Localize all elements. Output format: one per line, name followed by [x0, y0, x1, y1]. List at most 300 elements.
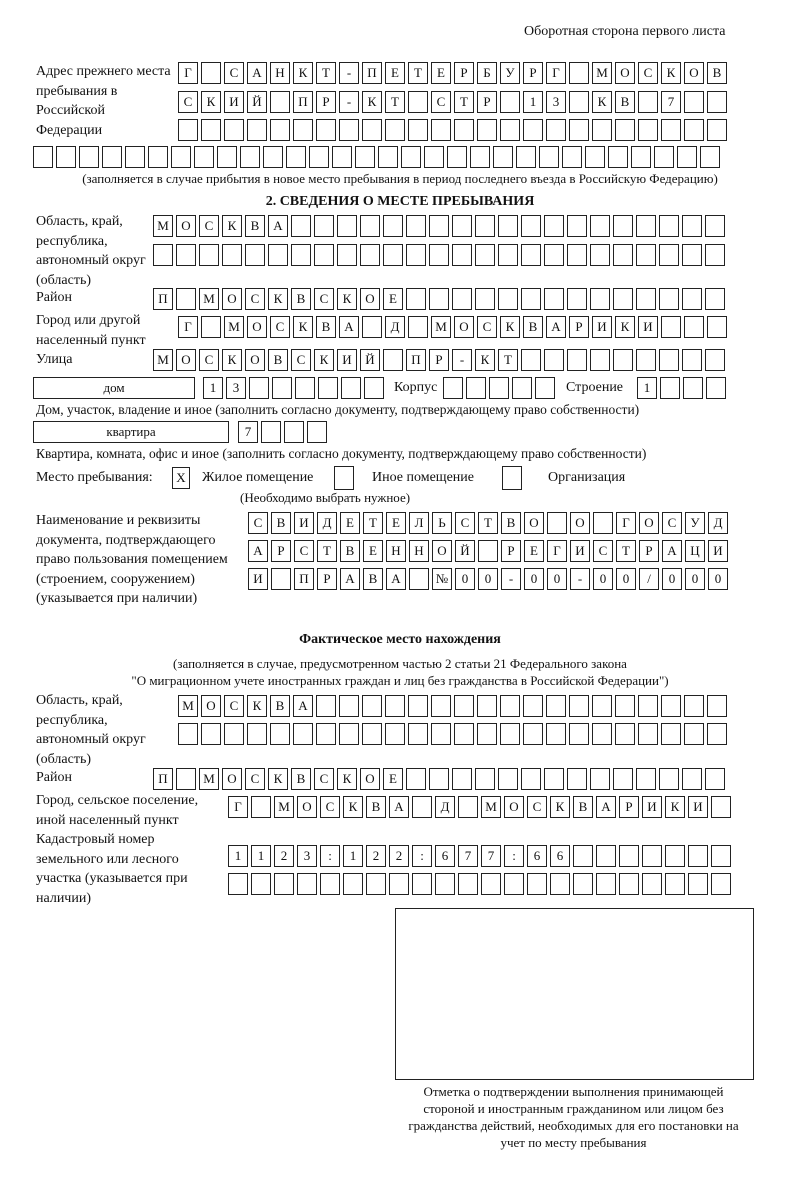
char-box[interactable]	[659, 768, 679, 790]
char-box[interactable]: И	[688, 796, 708, 818]
char-box[interactable]: Н	[409, 540, 429, 562]
char-box[interactable]: П	[293, 91, 313, 113]
char-box[interactable]: И	[642, 796, 662, 818]
char-box[interactable]: О	[247, 316, 267, 338]
char-box[interactable]	[585, 146, 605, 168]
char-box[interactable]: :	[412, 845, 432, 867]
actual-region-row-2[interactable]	[178, 723, 730, 745]
actual-region-row-1[interactable]	[178, 695, 730, 717]
char-box[interactable]	[261, 421, 281, 443]
char-box[interactable]: С	[245, 768, 265, 790]
char-box[interactable]: К	[592, 91, 612, 113]
char-box[interactable]	[705, 288, 725, 310]
char-box[interactable]	[470, 146, 490, 168]
char-box[interactable]: С	[431, 91, 451, 113]
char-box[interactable]	[245, 244, 265, 266]
char-box[interactable]: М	[199, 288, 219, 310]
char-box[interactable]	[619, 873, 639, 895]
char-box[interactable]: 0	[524, 568, 544, 590]
char-box[interactable]: М	[224, 316, 244, 338]
char-box[interactable]: И	[294, 512, 314, 534]
char-box[interactable]	[636, 288, 656, 310]
char-box[interactable]: О	[524, 512, 544, 534]
char-box[interactable]: -	[501, 568, 521, 590]
char-box[interactable]: Т	[408, 62, 428, 84]
char-box[interactable]	[661, 695, 681, 717]
char-box[interactable]	[636, 349, 656, 371]
char-box[interactable]	[590, 349, 610, 371]
char-box[interactable]	[240, 146, 260, 168]
char-box[interactable]	[431, 119, 451, 141]
char-box[interactable]	[272, 377, 292, 399]
char-box[interactable]: М	[431, 316, 451, 338]
house-number-row[interactable]	[203, 377, 387, 399]
char-box[interactable]: 7	[661, 91, 681, 113]
char-box[interactable]	[684, 316, 704, 338]
char-box[interactable]: Т	[317, 540, 337, 562]
char-box[interactable]: Б	[477, 62, 497, 84]
char-box[interactable]: И	[638, 316, 658, 338]
char-box[interactable]: К	[615, 316, 635, 338]
char-box[interactable]	[148, 146, 168, 168]
char-box[interactable]	[677, 146, 697, 168]
char-box[interactable]	[454, 695, 474, 717]
char-box[interactable]: И	[708, 540, 728, 562]
char-box[interactable]	[274, 873, 294, 895]
char-box[interactable]: 2	[366, 845, 386, 867]
char-box[interactable]: О	[360, 768, 380, 790]
char-box[interactable]	[590, 215, 610, 237]
char-box[interactable]	[412, 796, 432, 818]
stay-checkbox-other[interactable]	[334, 466, 354, 490]
char-box[interactable]: -	[339, 91, 359, 113]
char-box[interactable]	[408, 119, 428, 141]
char-box[interactable]	[383, 244, 403, 266]
char-box[interactable]: К	[550, 796, 570, 818]
char-box[interactable]	[314, 244, 334, 266]
char-box[interactable]	[383, 215, 403, 237]
char-box[interactable]	[659, 288, 679, 310]
char-box[interactable]: Н	[386, 540, 406, 562]
char-box[interactable]	[592, 695, 612, 717]
char-box[interactable]	[320, 873, 340, 895]
char-box[interactable]	[341, 377, 361, 399]
char-box[interactable]	[412, 873, 432, 895]
char-box[interactable]	[615, 119, 635, 141]
char-box[interactable]	[512, 377, 532, 399]
char-box[interactable]	[383, 349, 403, 371]
char-box[interactable]: П	[406, 349, 426, 371]
char-box[interactable]	[573, 845, 593, 867]
char-box[interactable]	[293, 119, 313, 141]
char-box[interactable]: С	[638, 62, 658, 84]
char-box[interactable]	[176, 244, 196, 266]
char-box[interactable]	[378, 146, 398, 168]
char-box[interactable]: И	[224, 91, 244, 113]
char-box[interactable]	[385, 119, 405, 141]
char-box[interactable]	[567, 768, 587, 790]
char-box[interactable]	[590, 768, 610, 790]
char-box[interactable]: И	[592, 316, 612, 338]
char-box[interactable]	[385, 695, 405, 717]
char-box[interactable]: А	[268, 215, 288, 237]
char-box[interactable]: С	[477, 316, 497, 338]
char-box[interactable]	[569, 695, 589, 717]
char-box[interactable]	[521, 244, 541, 266]
char-box[interactable]	[224, 723, 244, 745]
char-box[interactable]	[711, 796, 731, 818]
char-box[interactable]: О	[432, 540, 452, 562]
district-row[interactable]	[153, 288, 728, 310]
char-box[interactable]	[521, 349, 541, 371]
char-box[interactable]	[613, 244, 633, 266]
char-box[interactable]: Т	[498, 349, 518, 371]
char-box[interactable]: К	[268, 288, 288, 310]
char-box[interactable]	[593, 512, 613, 534]
char-box[interactable]: 1	[343, 845, 363, 867]
char-box[interactable]	[424, 146, 444, 168]
char-box[interactable]: А	[386, 568, 406, 590]
char-box[interactable]	[284, 421, 304, 443]
char-box[interactable]	[435, 873, 455, 895]
char-box[interactable]: Г	[547, 540, 567, 562]
char-box[interactable]: В	[291, 288, 311, 310]
document-row-1[interactable]	[248, 512, 731, 534]
char-box[interactable]	[429, 215, 449, 237]
char-box[interactable]	[443, 377, 463, 399]
char-box[interactable]: С	[248, 512, 268, 534]
char-box[interactable]	[366, 873, 386, 895]
char-box[interactable]: Г	[546, 62, 566, 84]
char-box[interactable]: 3	[297, 845, 317, 867]
char-box[interactable]	[178, 723, 198, 745]
char-box[interactable]	[251, 796, 271, 818]
char-box[interactable]	[550, 873, 570, 895]
char-box[interactable]	[478, 540, 498, 562]
char-box[interactable]: Т	[363, 512, 383, 534]
char-box[interactable]	[362, 695, 382, 717]
char-box[interactable]: 1	[523, 91, 543, 113]
char-box[interactable]: О	[504, 796, 524, 818]
char-box[interactable]: 6	[550, 845, 570, 867]
char-box[interactable]: Т	[454, 91, 474, 113]
char-box[interactable]	[569, 119, 589, 141]
char-box[interactable]: С	[199, 349, 219, 371]
char-box[interactable]	[521, 768, 541, 790]
char-box[interactable]	[636, 244, 656, 266]
char-box[interactable]	[475, 215, 495, 237]
char-box[interactable]: К	[362, 91, 382, 113]
char-box[interactable]	[546, 695, 566, 717]
char-box[interactable]	[498, 244, 518, 266]
char-box[interactable]	[546, 119, 566, 141]
char-box[interactable]: М	[274, 796, 294, 818]
char-box[interactable]	[613, 768, 633, 790]
char-box[interactable]	[56, 146, 76, 168]
city-row[interactable]	[178, 316, 730, 338]
char-box[interactable]: О	[245, 349, 265, 371]
char-box[interactable]: К	[500, 316, 520, 338]
char-box[interactable]	[360, 215, 380, 237]
char-box[interactable]: Р	[454, 62, 474, 84]
char-box[interactable]	[201, 316, 221, 338]
street-row[interactable]	[153, 349, 728, 371]
char-box[interactable]: Р	[501, 540, 521, 562]
char-box[interactable]: С	[224, 62, 244, 84]
char-box[interactable]	[682, 215, 702, 237]
char-box[interactable]	[547, 512, 567, 534]
char-box[interactable]	[659, 215, 679, 237]
char-box[interactable]	[408, 723, 428, 745]
char-box[interactable]	[178, 119, 198, 141]
char-box[interactable]	[665, 873, 685, 895]
char-box[interactable]	[638, 119, 658, 141]
char-box[interactable]: М	[178, 695, 198, 717]
char-box[interactable]: В	[271, 512, 291, 534]
char-box[interactable]	[707, 316, 727, 338]
char-box[interactable]	[654, 146, 674, 168]
char-box[interactable]: И	[570, 540, 590, 562]
char-box[interactable]: Ц	[685, 540, 705, 562]
char-box[interactable]	[408, 695, 428, 717]
char-box[interactable]: Д	[385, 316, 405, 338]
char-box[interactable]: 1	[251, 845, 271, 867]
document-row-2[interactable]	[248, 540, 731, 562]
char-box[interactable]: Е	[524, 540, 544, 562]
char-box[interactable]: Е	[385, 62, 405, 84]
char-box[interactable]: О	[615, 62, 635, 84]
char-box[interactable]	[573, 873, 593, 895]
char-box[interactable]: Р	[619, 796, 639, 818]
char-box[interactable]: 0	[616, 568, 636, 590]
char-box[interactable]: А	[546, 316, 566, 338]
char-box[interactable]	[224, 119, 244, 141]
char-box[interactable]: А	[389, 796, 409, 818]
char-box[interactable]: О	[639, 512, 659, 534]
char-box[interactable]: Й	[247, 91, 267, 113]
char-box[interactable]: В	[245, 215, 265, 237]
char-box[interactable]: Й	[360, 349, 380, 371]
char-box[interactable]	[406, 768, 426, 790]
char-box[interactable]	[682, 768, 702, 790]
stay-checkbox-residential[interactable]: X	[172, 467, 190, 489]
char-box[interactable]	[316, 119, 336, 141]
char-box[interactable]	[500, 119, 520, 141]
char-box[interactable]	[700, 146, 720, 168]
char-box[interactable]	[705, 349, 725, 371]
char-box[interactable]: Р	[477, 91, 497, 113]
char-box[interactable]	[682, 349, 702, 371]
char-box[interactable]: О	[297, 796, 317, 818]
region-row-2[interactable]	[153, 244, 728, 266]
char-box[interactable]	[500, 91, 520, 113]
char-box[interactable]	[590, 244, 610, 266]
char-box[interactable]	[153, 244, 173, 266]
char-box[interactable]	[343, 873, 363, 895]
region-row-1[interactable]	[153, 215, 728, 237]
char-box[interactable]: В	[523, 316, 543, 338]
char-box[interactable]	[684, 723, 704, 745]
char-box[interactable]: С	[270, 316, 290, 338]
char-box[interactable]	[454, 723, 474, 745]
char-box[interactable]	[546, 723, 566, 745]
char-box[interactable]	[705, 215, 725, 237]
char-box[interactable]: А	[596, 796, 616, 818]
char-box[interactable]	[401, 146, 421, 168]
char-box[interactable]	[199, 244, 219, 266]
char-box[interactable]	[539, 146, 559, 168]
char-box[interactable]: Н	[270, 62, 290, 84]
char-box[interactable]	[683, 377, 703, 399]
char-box[interactable]: С	[294, 540, 314, 562]
char-box[interactable]: 7	[238, 421, 258, 443]
char-box[interactable]: О	[176, 349, 196, 371]
char-box[interactable]	[452, 215, 472, 237]
char-box[interactable]: №	[432, 568, 452, 590]
char-box[interactable]: П	[294, 568, 314, 590]
char-box[interactable]	[684, 695, 704, 717]
char-box[interactable]	[608, 146, 628, 168]
char-box[interactable]: Т	[478, 512, 498, 534]
char-box[interactable]: 0	[593, 568, 613, 590]
char-box[interactable]	[316, 723, 336, 745]
char-box[interactable]	[682, 288, 702, 310]
char-box[interactable]	[458, 873, 478, 895]
char-box[interactable]	[228, 873, 248, 895]
char-box[interactable]: А	[293, 695, 313, 717]
char-box[interactable]	[688, 845, 708, 867]
char-box[interactable]	[314, 215, 334, 237]
char-box[interactable]: В	[615, 91, 635, 113]
char-box[interactable]	[544, 768, 564, 790]
char-box[interactable]	[631, 146, 651, 168]
char-box[interactable]	[592, 723, 612, 745]
char-box[interactable]: Г	[228, 796, 248, 818]
char-box[interactable]: 0	[662, 568, 682, 590]
char-box[interactable]	[567, 288, 587, 310]
char-box[interactable]	[684, 119, 704, 141]
char-box[interactable]: Г	[178, 62, 198, 84]
char-box[interactable]: С	[291, 349, 311, 371]
char-box[interactable]	[567, 349, 587, 371]
char-box[interactable]: У	[500, 62, 520, 84]
char-box[interactable]: П	[153, 768, 173, 790]
char-box[interactable]: А	[662, 540, 682, 562]
char-box[interactable]	[562, 146, 582, 168]
char-box[interactable]: -	[452, 349, 472, 371]
char-box[interactable]: А	[340, 568, 360, 590]
char-box[interactable]: М	[153, 215, 173, 237]
char-box[interactable]: С	[199, 215, 219, 237]
char-box[interactable]	[504, 873, 524, 895]
char-box[interactable]	[475, 288, 495, 310]
char-box[interactable]	[544, 349, 564, 371]
char-box[interactable]: Р	[569, 316, 589, 338]
char-box[interactable]: 0	[708, 568, 728, 590]
char-box[interactable]: О	[570, 512, 590, 534]
char-box[interactable]	[638, 695, 658, 717]
char-box[interactable]: 7	[458, 845, 478, 867]
char-box[interactable]: В	[501, 512, 521, 534]
char-box[interactable]: К	[343, 796, 363, 818]
char-box[interactable]	[102, 146, 122, 168]
char-box[interactable]	[642, 845, 662, 867]
char-box[interactable]	[619, 845, 639, 867]
char-box[interactable]: О	[222, 288, 242, 310]
char-box[interactable]	[592, 119, 612, 141]
char-box[interactable]	[544, 215, 564, 237]
char-box[interactable]	[406, 244, 426, 266]
char-box[interactable]: О	[201, 695, 221, 717]
char-box[interactable]: И	[337, 349, 357, 371]
char-box[interactable]	[707, 695, 727, 717]
char-box[interactable]: Й	[455, 540, 475, 562]
char-box[interactable]: Т	[316, 62, 336, 84]
char-box[interactable]	[523, 695, 543, 717]
char-box[interactable]	[613, 349, 633, 371]
char-box[interactable]	[711, 873, 731, 895]
char-box[interactable]: К	[293, 316, 313, 338]
char-box[interactable]	[544, 288, 564, 310]
char-box[interactable]	[291, 244, 311, 266]
char-box[interactable]	[659, 244, 679, 266]
char-box[interactable]: Е	[431, 62, 451, 84]
char-box[interactable]: В	[363, 568, 383, 590]
char-box[interactable]	[567, 244, 587, 266]
char-box[interactable]: К	[314, 349, 334, 371]
korpus-row[interactable]	[443, 377, 558, 399]
char-box[interactable]	[613, 215, 633, 237]
char-box[interactable]: С	[178, 91, 198, 113]
char-box[interactable]	[661, 723, 681, 745]
char-box[interactable]	[297, 873, 317, 895]
char-box[interactable]	[569, 91, 589, 113]
char-box[interactable]	[452, 768, 472, 790]
char-box[interactable]	[707, 119, 727, 141]
stay-checkbox-organization[interactable]	[502, 466, 522, 490]
cadastral-row-2[interactable]	[228, 873, 734, 895]
char-box[interactable]	[458, 796, 478, 818]
char-box[interactable]: Р	[317, 568, 337, 590]
char-box[interactable]	[355, 146, 375, 168]
char-box[interactable]	[615, 695, 635, 717]
char-box[interactable]: Р	[271, 540, 291, 562]
prev-address-row-2[interactable]	[178, 91, 730, 113]
char-box[interactable]	[247, 119, 267, 141]
char-box[interactable]	[500, 695, 520, 717]
char-box[interactable]: Р	[523, 62, 543, 84]
char-box[interactable]	[431, 723, 451, 745]
char-box[interactable]	[567, 215, 587, 237]
char-box[interactable]	[360, 244, 380, 266]
char-box[interactable]	[705, 768, 725, 790]
char-box[interactable]: С	[662, 512, 682, 534]
char-box[interactable]: К	[247, 695, 267, 717]
char-box[interactable]	[659, 349, 679, 371]
char-box[interactable]: А	[247, 62, 267, 84]
char-box[interactable]: Д	[435, 796, 455, 818]
char-box[interactable]	[339, 119, 359, 141]
char-box[interactable]	[362, 119, 382, 141]
actual-district-row[interactable]	[153, 768, 728, 790]
char-box[interactable]	[613, 288, 633, 310]
char-box[interactable]: В	[270, 695, 290, 717]
char-box[interactable]: С	[245, 288, 265, 310]
char-box[interactable]	[286, 146, 306, 168]
char-box[interactable]: :	[504, 845, 524, 867]
char-box[interactable]: М	[481, 796, 501, 818]
char-box[interactable]	[596, 845, 616, 867]
